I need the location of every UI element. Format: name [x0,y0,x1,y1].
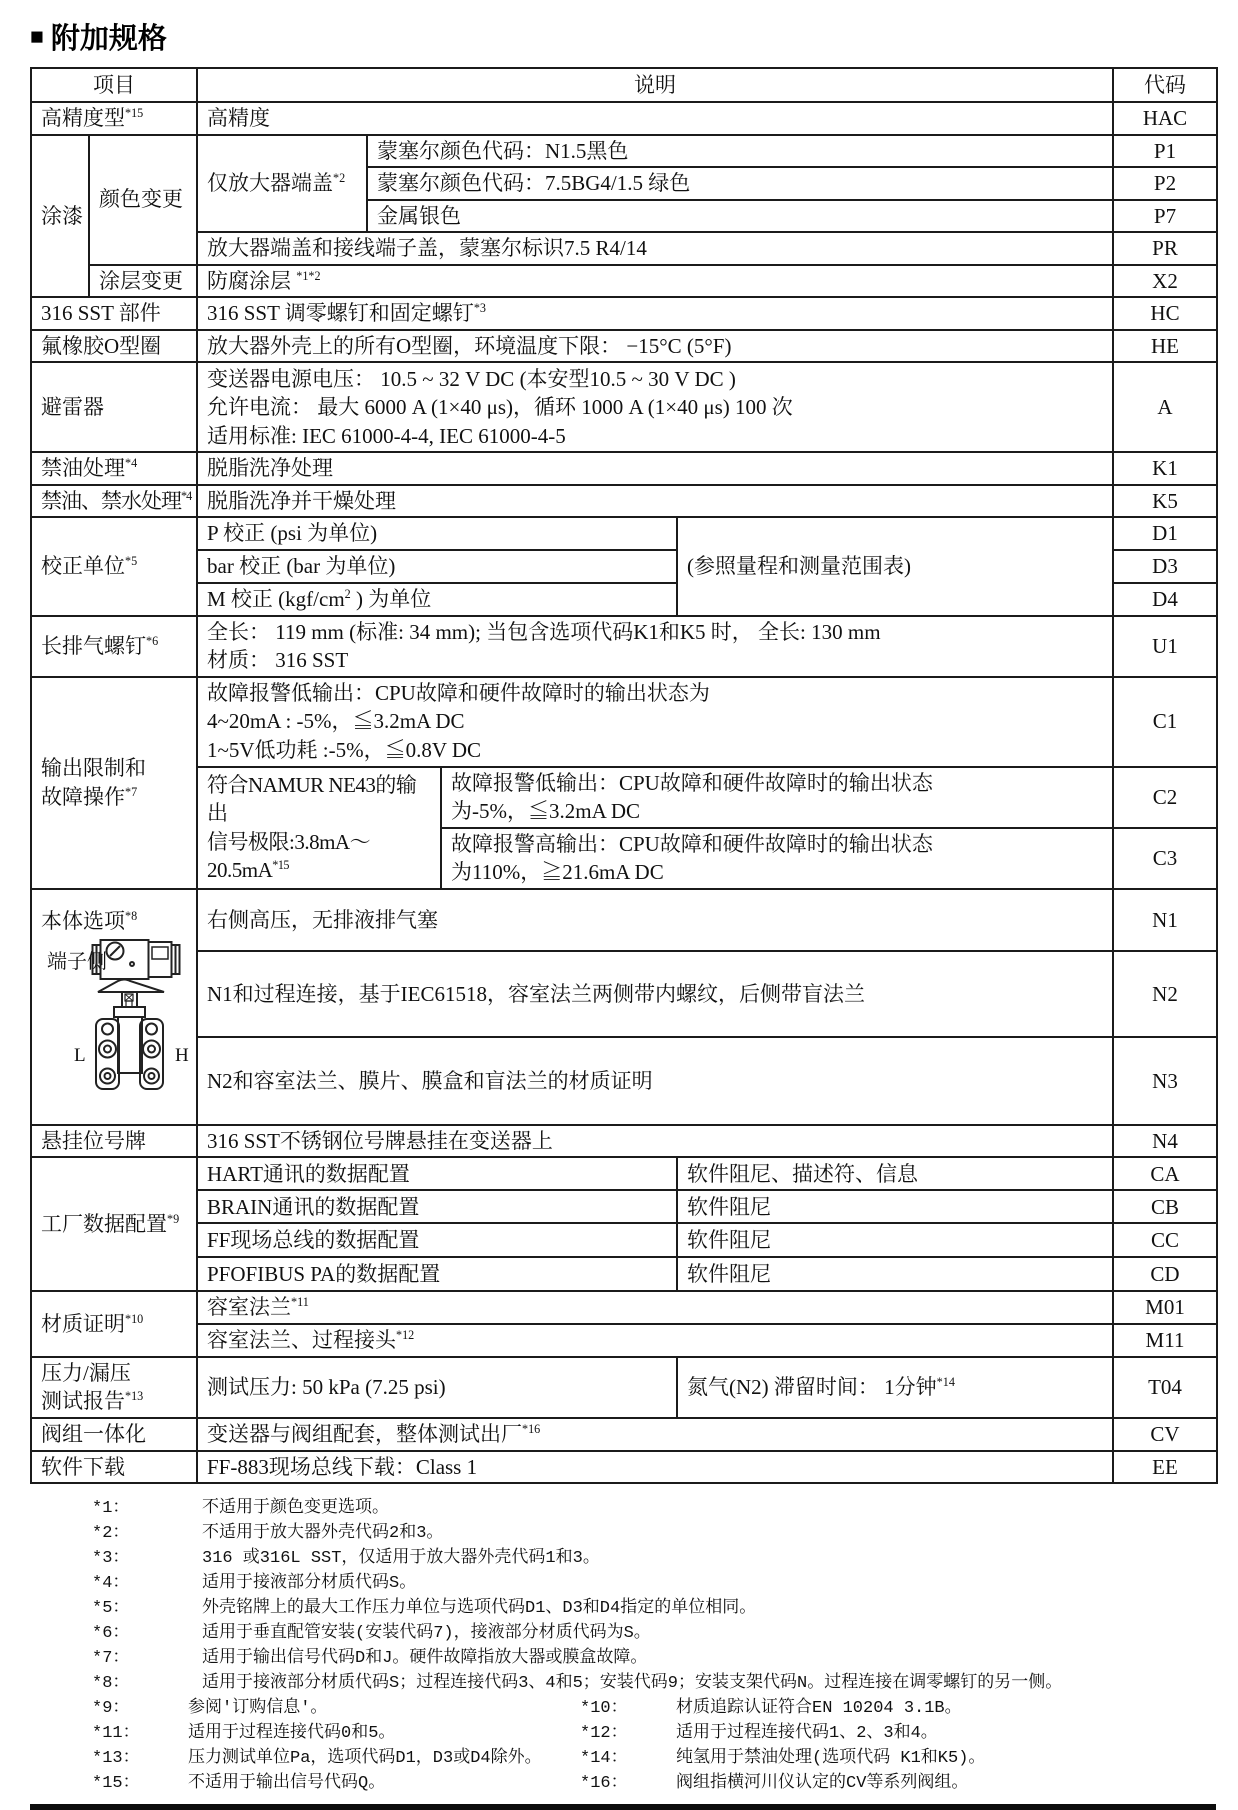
factory-config-cc-extra: 软件阻尼 [677,1223,1113,1257]
software-item: 软件下载 [31,1451,197,1484]
additional-specs-table [30,67,1218,1484]
paint-pr-code: PR [1113,232,1217,265]
paint-amp-cover: 仅放大器端盖$^{*2}$ [197,135,367,233]
calibration-d1-desc: P 校正 (psi 为单位) [197,517,677,550]
k1-code: K1 [1113,452,1217,485]
output-namur-line-1: 符合NAMUR NE43的输出 [207,772,417,826]
high-side-label: H [175,1045,189,1067]
arrester-item: 避雷器 [31,362,197,452]
factory-config-cd-extra: 软件阻尼 [677,1257,1113,1291]
output-c1-code: C1 [1113,677,1217,767]
factory-config-cd-code: CD [1113,1257,1217,1291]
factory-config-ca-code: CA [1113,1157,1217,1190]
footnote-text: 材质追踪认证符合EN 10204 3.1B。 [676,1699,962,1719]
footnote-text: 适用于接液部分材质代码S。 [202,1574,417,1594]
footnote-label: *9： [92,1699,130,1719]
footnote-label: *7： [92,1649,130,1669]
footnote-text: 适用于垂直配管安装(安装代码7)，接液部分材质代码为S。 [202,1624,651,1644]
arrester-desc [197,362,1113,452]
vent-line-1: 全长： 119 mm (标准: 34 mm); 当包含选项代码K1和K5 时， 全长: 130 mm [207,619,881,644]
footnote-row [92,1721,1218,1746]
software-code: EE [1113,1451,1217,1484]
sst-desc: 316 SST 调零螺钉和固定螺钉$^{*3}$ [197,297,1113,330]
vent-desc [197,616,1113,677]
footnote-text: 阀组指横河川仪认定的CV等系列阀组。 [676,1774,969,1794]
output-namur-line-2: 信号极限$:3.8mA\sim 20.5mA^{*15}$ [207,829,371,883]
footnote-label: *2： [92,1524,130,1544]
material-cert-m11-desc: 容室法兰、过程接头$^{*12}$ [197,1324,1113,1357]
footnote-row [92,1521,1218,1546]
footnote-label: *4： [92,1574,130,1594]
calibration-d4-desc: M 校正 ($kgf/cm^2$ ) 为单位 [197,583,677,616]
manifold-item: 阀组一体化 [31,1418,197,1451]
footnote-label: *1： [92,1499,130,1519]
footnote-label: *16： [580,1774,628,1794]
oring-code: HE [1113,330,1217,363]
paint-p7-desc: 金属银色 [367,200,1113,233]
footnote-row [92,1646,1218,1671]
k1-item: 禁油处理$^{*4}$ [31,452,197,485]
calibration-d1-code: D1 [1113,517,1217,550]
footnote-row [92,1596,1218,1621]
output-item-line-2: 故障操作$^{*7}$ [41,784,138,809]
paint-coating-change: 涂层变更 [89,265,197,298]
output-c1-line-1: 故障报警低输出：CPU故障和硬件故障时的输出状态为 [207,680,710,705]
footnote-label: *12： [580,1724,628,1744]
output-c2-line-2: 为-5%，≦3.2mA DC [451,799,640,824]
output-c3-line-2: 为110%，≧21.6mA DC [451,860,664,885]
terminal-side-label: 端子侧 [47,951,107,974]
header-description: 说明 [197,68,1113,102]
body-option-n3-desc: N2和容室法兰、膜片、膜盒和盲法兰的材质证明 [197,1037,1113,1125]
vent-line-2: 材质： 316 SST [207,648,349,673]
page-title: 附加规格 [50,23,167,55]
body-option-n1-code: N1 [1113,889,1217,951]
footnote-label: *14： [580,1749,628,1769]
footnote-row [92,1771,1218,1796]
footnote-row [92,1621,1218,1646]
paint-color-change: 颜色变更 [89,135,197,265]
bottom-rule [30,1804,1216,1810]
footnote-text: 适用于过程连接代码0和5。 [188,1724,396,1744]
factory-config-ca-desc: HART通讯的数据配置 [197,1157,677,1190]
oring-desc: 放大器外壳上的所有O型圈，环境温度下限： −15°C (5°F) [197,330,1113,363]
footnote-text: 适用于输出信号代码D和J。硬件故障指放大器或膜盒故障。 [202,1649,648,1669]
body-option-n2-code: N2 [1113,951,1217,1037]
body-option-title: 本体选项$^{*8}$ [41,908,138,933]
footnotes [92,1496,1218,1796]
paint-p2-code: P2 [1113,167,1217,200]
vent-item: 长排气螺钉$^{*6}$ [31,616,197,677]
footnote-label: *3： [92,1549,130,1569]
k5-code: K5 [1113,485,1217,518]
material-cert-m01-code: M01 [1113,1291,1217,1324]
oring-item: 氟橡胶O型圈 [31,330,197,363]
body-option-diagram [41,935,192,1107]
factory-config-cd-desc: PFOFIBUS PA的数据配置 [197,1257,677,1291]
tag-plate-code: N4 [1113,1125,1217,1158]
factory-config-cb-code: CB [1113,1190,1217,1223]
hac-desc: 高精度 [197,102,1113,135]
pressure-test-item-line-2: 测试报告$^{*13}$ [41,1389,144,1414]
footnote-row [92,1496,1218,1521]
output-item-line-1: 输出限制和 [41,756,146,781]
arrester-code: A [1113,362,1217,452]
pressure-test-extra: 氮气(N2) 滞留时间： 1分钟$^{*14}$ [677,1357,1113,1418]
output-c3-desc [441,828,1113,889]
tag-plate-desc: 316 SST不锈钢位号牌悬挂在变送器上 [197,1125,1113,1158]
manifold-desc: 变送器与阀组配套，整体测试出厂$^{*16}$ [197,1418,1113,1451]
footnote-row [92,1546,1218,1571]
footnote-label: *5： [92,1599,130,1619]
calibration-note: (参照量程和测量范围表) [677,517,1113,615]
section-marker-icon: ■ [30,23,44,49]
arrester-line-2: 允许电流： 最大 6000 A (1×40 μs)，循环 1000 A (1×40 μs) 100 次 [207,395,793,420]
footnote-text: 不适用于颜色变更选项。 [202,1499,389,1519]
header-code: 代码 [1113,68,1217,102]
paint-item: 涂漆 [31,135,89,298]
material-cert-m11-code: M11 [1113,1324,1217,1357]
footnote-text: 不适用于输出信号代码Q。 [188,1774,386,1794]
footnote-text: 参阅'订购信息'。 [188,1699,328,1719]
footnote-label: *10： [580,1699,628,1719]
body-option-n2-desc: N1和过程连接，基于IEC61518，容室法兰两侧带内螺纹，后侧带盲法兰 [197,951,1113,1037]
factory-config-cc-code: CC [1113,1223,1217,1257]
material-cert-m01-desc: 容室法兰$^{*11}$ [197,1291,1113,1324]
footnote-row [92,1746,1218,1771]
factory-config-ca-extra: 软件阻尼、描述符、信息 [677,1157,1113,1190]
body-option-n3-code: N3 [1113,1037,1217,1125]
hac-item: 高精度型$^{*15}$ [31,102,197,135]
calibration-d4-code: D4 [1113,583,1217,616]
paint-p1-desc: 蒙塞尔颜色代码：N1.5黑色 [367,135,1113,168]
footnote-row [92,1571,1218,1596]
paint-p7-code: P7 [1113,200,1217,233]
calibration-item: 校正单位$^{*5}$ [31,517,197,615]
paint-p2-desc: 蒙塞尔颜色代码：7.5BG4/1.5 绿色 [367,167,1113,200]
footnote-text: 316 或316L SST，仅适用于放大器外壳代码1和3。 [202,1549,600,1569]
footnote-label: *13： [92,1749,140,1769]
footnote-row [92,1696,1218,1721]
output-namur [197,767,441,889]
vent-code: U1 [1113,616,1217,677]
footnote-text: 适用于过程连接代码1、2、3和4。 [676,1724,938,1744]
k5-item: 禁油、禁水处理$^{*4}$ [31,485,197,518]
pressure-test-item-line-1: 压力/漏压 [41,1360,131,1385]
paint-x2-code: X2 [1113,265,1217,298]
calibration-d3-code: D3 [1113,550,1217,583]
output-c1-line-3: 1~5V低功耗 :-5%，≦0.8V DC [207,737,482,762]
footnote-row [92,1671,1218,1696]
footnote-text: 不适用于放大器外壳代码2和3。 [202,1524,444,1544]
sst-item: 316 SST 部件 [31,297,197,330]
output-c1-line-2: 4~20mA : -5%，≦3.2mA DC [207,709,465,734]
pressure-test-item [31,1357,197,1418]
transmitter-diagram [91,935,187,1105]
paint-p1-code: P1 [1113,135,1217,168]
arrester-line-3: 适用标准: IEC 61000-4-4, IEC 61000-4-5 [207,423,566,448]
hac-code: HAC [1113,102,1217,135]
output-c2-desc [441,767,1113,828]
pressure-test-desc: 测试压力: 50 kPa (7.25 psi) [197,1357,677,1418]
k1-desc: 脱脂洗净处理 [197,452,1113,485]
footnote-text: 外壳铭牌上的最大工作压力单位与选项代码D1、D3和D4指定的单位相同。 [202,1599,757,1619]
tag-plate-item: 悬挂位号牌 [31,1125,197,1158]
footnote-text: 适用于接液部分材质代码S；过程连接代码3、4和5；安装代码9；安装支架代码N。过程连接在调零螺钉的另一侧。 [202,1674,1063,1694]
manifold-code: CV [1113,1418,1217,1451]
header-item: 项目 [31,68,197,102]
footnote-label: *6： [92,1624,130,1644]
output-c1-desc [197,677,1113,767]
factory-config-cb-desc: BRAIN通讯的数据配置 [197,1190,677,1223]
footnote-text: 纯氢用于禁油处理(选项代码 K1和K5)。 [676,1749,986,1769]
software-desc: FF-883现场总线下载：Class 1 [197,1451,1113,1484]
sst-code: HC [1113,297,1217,330]
low-side-label: L [74,1045,86,1067]
pressure-test-code: T04 [1113,1357,1217,1418]
output-item [31,677,197,889]
factory-config-item: 工厂数据配置$^{*9}$ [31,1157,197,1291]
output-c2-line-1: 故障报警低输出：CPU故障和硬件故障时的输出状态 [451,770,933,795]
factory-config-cc-desc: FF现场总线的数据配置 [197,1223,677,1257]
body-option-n1-desc: 右侧高压，无排液排气塞 [197,889,1113,951]
arrester-line-1: 变送器电源电压： 10.5 ~ 32 V DC (本安型10.5 ~ 30 V DC ) [207,366,736,391]
paint-pr-desc: 放大器端盖和接线端子盖，蒙塞尔标识7.5 R4/14 [197,232,1113,265]
output-c2-code: C2 [1113,767,1217,828]
footnote-label: *11： [92,1724,140,1744]
material-cert-item: 材质证明$^{*10}$ [31,1291,197,1357]
section-title [30,16,1218,57]
output-c3-line-1: 故障报警高输出：CPU故障和硬件故障时的输出状态 [451,831,933,856]
factory-config-cb-extra: 软件阻尼 [677,1190,1113,1223]
footnote-label: *15： [92,1774,140,1794]
calibration-d3-desc: bar 校正 (bar 为单位) [197,550,677,583]
footnote-label: *8： [92,1674,130,1694]
footnote-text: 压力测试单位Pa，选项代码D1，D3或D4除外。 [188,1749,542,1769]
paint-x2-desc: 防腐涂层 $^{*1*2}$ [197,265,1113,298]
k5-desc: 脱脂洗净并干燥处理 [197,485,1113,518]
body-option-item [31,889,197,1125]
output-c3-code: C3 [1113,828,1217,889]
